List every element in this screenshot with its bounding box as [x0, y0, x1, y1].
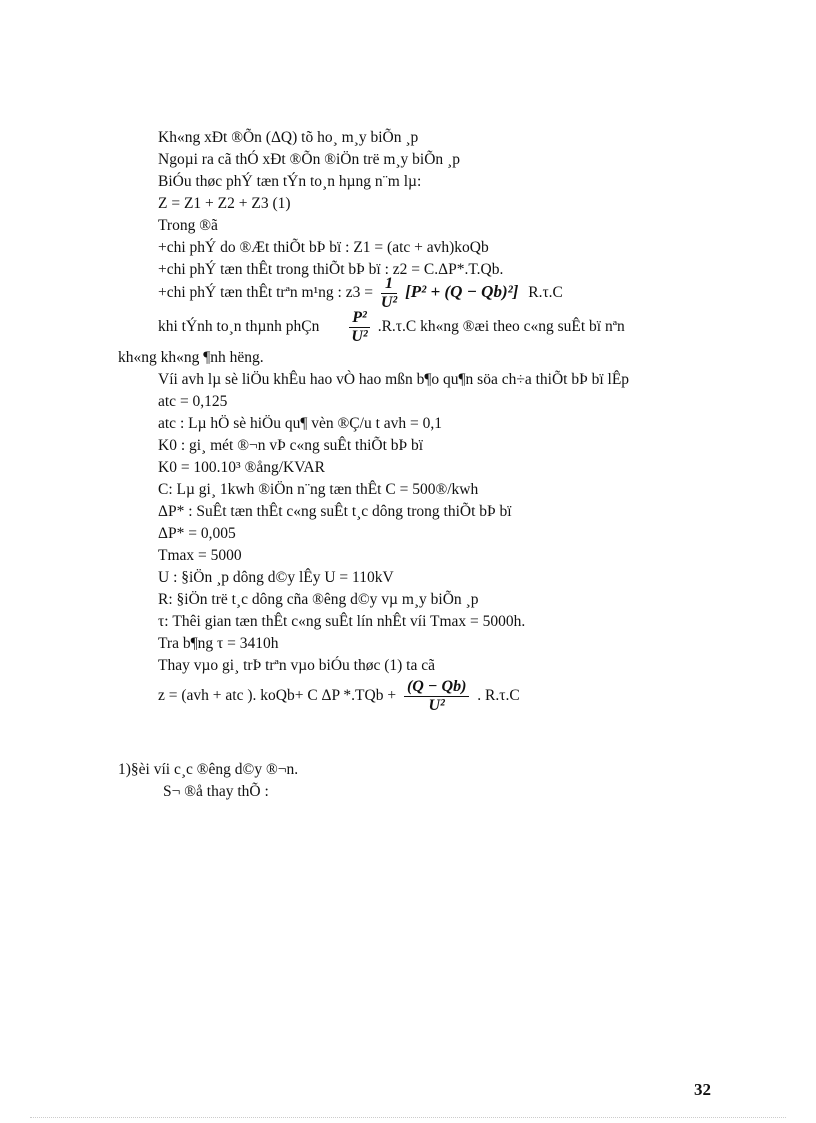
text-line: R: §iÖn trë t¸c dông cña ®êng d©y vµ m¸y biÕn ¸p — [158, 591, 479, 608]
text-line: atc = 0,125 — [158, 393, 228, 410]
text-line: S¬ ®å thay thÕ : — [163, 783, 269, 800]
fraction-numerator: P² — [352, 308, 367, 326]
text-line: Z = Z1 + Z2 + Z3 (1) — [158, 195, 291, 212]
text-line: Víi avh lµ sè liÖu khÊu hao vÒ hao mßn b¶o qu¶n söa ch÷a thiÕt bÞ bï lÊp — [158, 371, 630, 388]
fraction — [349, 309, 370, 346]
text-line: . R.τ.C — [477, 687, 520, 704]
fraction-numerator: 1 — [385, 274, 394, 292]
fraction-denominator: U² — [428, 696, 445, 714]
text-line: z = (avh + atc ). koQb+ C ΔP *.TQb + — [158, 687, 397, 704]
text-line: ΔP* : SuÊt tæn thÊt c«ng suÊt t¸c dông trong thiÕt bÞ bï — [158, 503, 512, 520]
text-line: +chi phÝ tæn thÊt trong thiÕt bÞ bï : z2 = C.ΔP*.T.Qb. — [158, 261, 504, 278]
footer-divider — [30, 1117, 786, 1118]
text-line: Thay vµo gi¸ trÞ trªn vµo biÓu thøc (1) ta cã — [158, 657, 435, 674]
fraction-denominator: U² — [380, 293, 398, 311]
formula-final — [158, 674, 520, 718]
section-heading: 1)§èi víi c¸c ®êng d©y ®¬n. — [118, 761, 299, 778]
text-line: Trong ®ã — [158, 217, 218, 234]
bracket-expression: [P² + (Q − Qb)²] — [405, 282, 519, 301]
text-line: τ: Thêi gian tæn thÊt c«ng suÊt lín nhÊt víi Tmax = 5000h. — [158, 613, 526, 630]
text-line: +chi phÝ tæn thÊt trªn m¹ng : z3 = — [158, 284, 373, 301]
fraction-numerator: (Q − Qb) — [406, 677, 467, 695]
text-line: Kh«ng xÐt ®Õn (ΔQ) tõ ho¸ m¸y biÕn ¸p — [158, 129, 419, 146]
text-line: C: Lµ gi¸ 1kwh ®iÖn n¨ng tæn thÊt C = 500®/kwh — [158, 481, 479, 498]
page-number: 32 — [694, 1080, 711, 1099]
text-line: Ngoµi ra cã thÓ xÐt ®Õn ®iÖn trë m¸y biÕn ¸p — [158, 151, 460, 168]
text-line: kh«ng kh«ng ¶nh hëng. — [118, 349, 264, 366]
text-line: R.τ.C — [528, 284, 563, 301]
text-line: Tmax = 5000 — [158, 547, 242, 564]
text-line: atc : Lµ hÖ sè hiÖu qu¶ vèn ®Ç/u t avh = 0,1 — [158, 415, 443, 432]
text-line: Tra b¶ng τ = 3410h — [158, 635, 279, 652]
text-line: BiÓu thøc phÝ tæn tÝn to¸n hµng n¨m lµ: — [158, 173, 422, 190]
text-line: khi tÝnh to¸n thµnh phÇn — [158, 318, 320, 335]
formula-component — [158, 305, 625, 349]
text-line: +chi phÝ do ®Æt thiÕt bÞ bï : Z1 = (atc + avh)koQb — [158, 239, 489, 256]
text-line: K0 : gi¸ mét ®¬n vÞ c«ng suÊt thiÕt bÞ bï — [158, 437, 424, 454]
text-line: .R.τ.C kh«ng ®æi theo c«ng suÊt bï nªn — [377, 318, 625, 335]
text-line: U : §iÖn ¸p dông d©y lÊy U = 110kV — [158, 569, 394, 586]
fraction — [404, 678, 469, 715]
fraction-denominator: U² — [351, 327, 368, 345]
text-line: K0 = 100.10³ ®ång/KVAR — [158, 459, 325, 476]
text-line: ΔP* = 0,005 — [158, 525, 236, 542]
